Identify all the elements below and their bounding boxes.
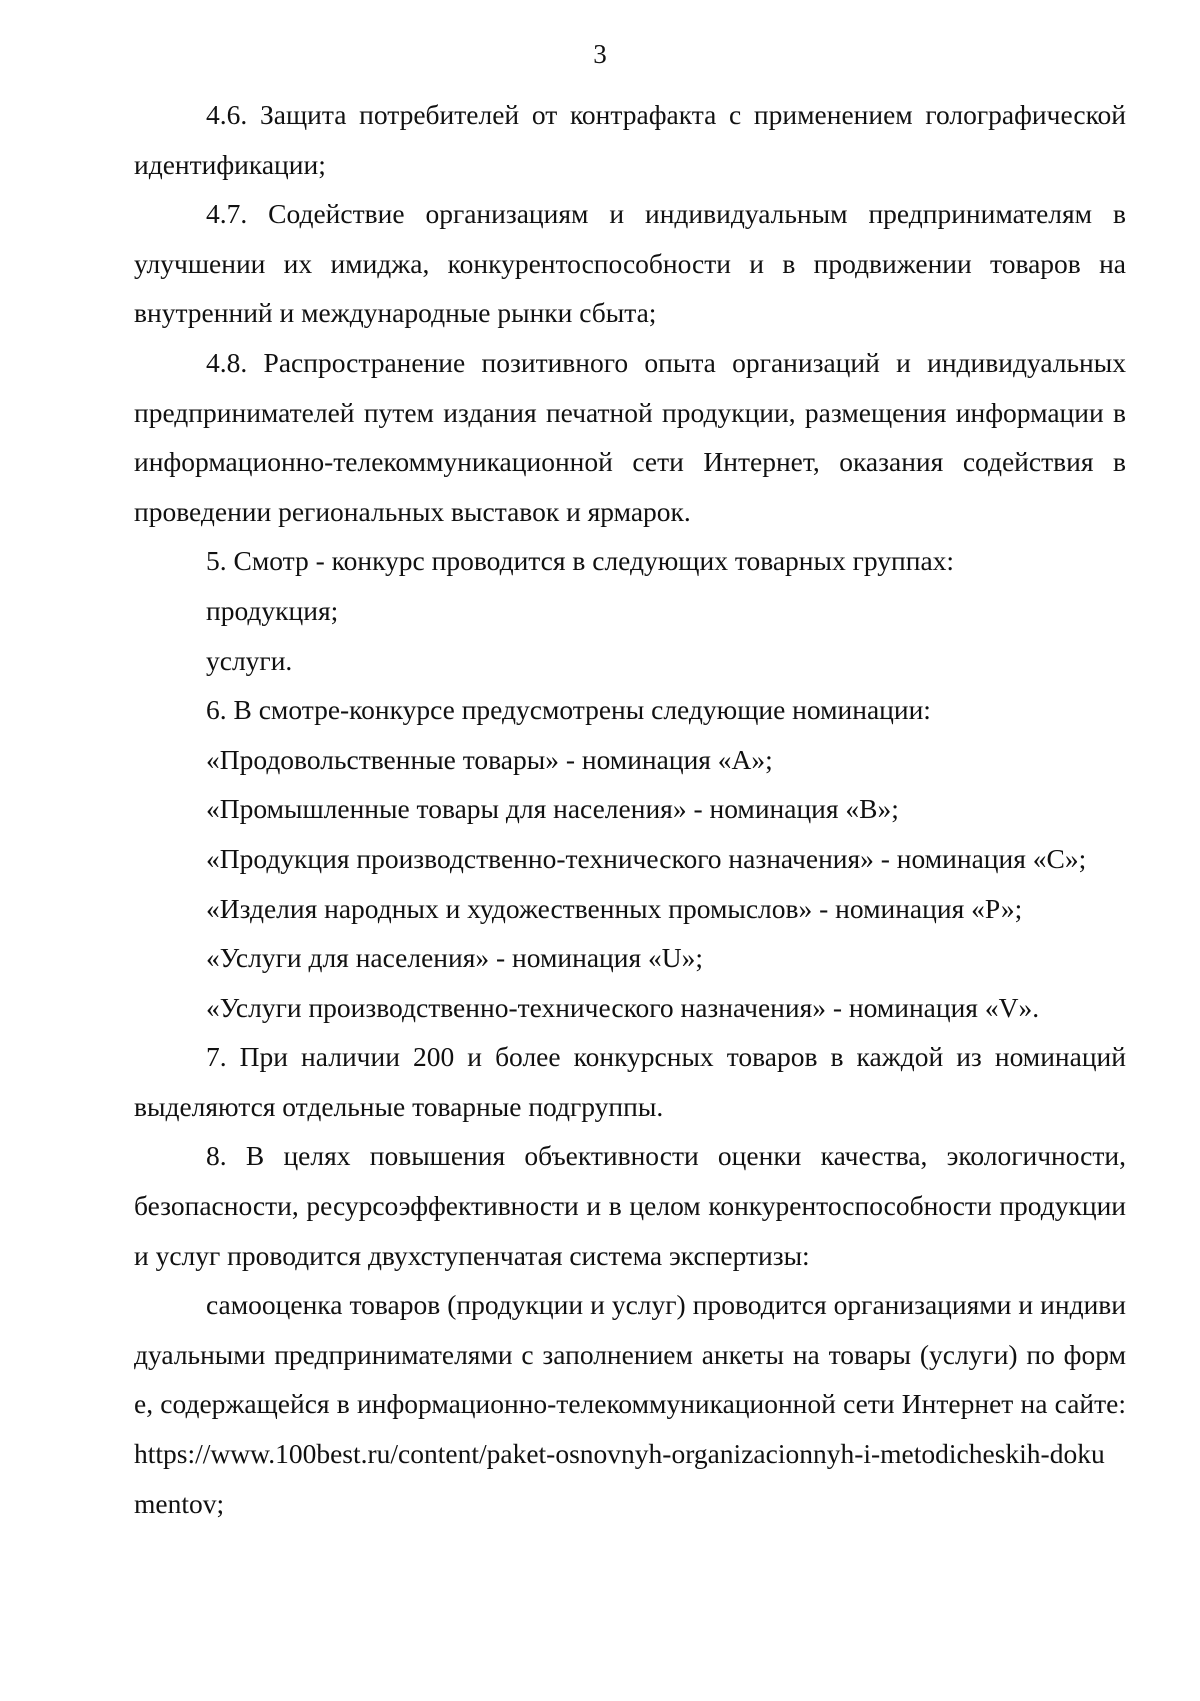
paragraph-8: 8. В целях повышения объективности оценки качества, экологичности, безопасности, ресурсоэффективности и в целом конкурентоспособности продукции и услуг проводится двухступенчатая система экспертизы: [134,1140,1126,1271]
paragraph-6: 6. В смотре-конкурсе предусмотрены следующие номинации: [206,694,931,726]
paragraph-4-8: 4.8. Распространение позитивного опыта организаций и индивидуальных предпринимателей путем издания печатной продукции, размещения информации в информационно-телекоммуникационной сети Интернет, оказания содействия в проведении региональных выставок и ярмарок. [134,346,1126,527]
paragraph-5: 5. Смотр - конкурс проводится в следующих товарных группах: [206,545,955,577]
document-body [134,90,1126,1528]
nomination-v: «Услуги производственно-технического назначения» - номинация «V». [206,991,1040,1023]
list-item-products: продукция; [206,594,339,626]
nomination-b: «Промышленные товары для населения» - номинация «В»; [206,793,899,825]
page-number: 3 [593,39,607,69]
nomination-p: «Изделия народных и художественных промыслов» - номинация «Р»; [206,892,1023,924]
paragraph-7: 7. При наличии 200 и более конкурсных товаров в каждой из номинаций выделяются отдельные товарные подгруппы. [134,1041,1126,1122]
nomination-u: «Услуги для населения» - номинация «U»; [206,942,703,974]
paragraph-4-6: 4.6. Защита потребителей от контрафакта с применением голографической идентификации; [134,99,1126,180]
nomination-c: «Продукция производственно-технического назначения» - номинация «С»; [206,842,1087,874]
paragraph-self-assessment: самооценка товаров (продукции и услуг) проводится организациями и индивидуальными предпринимателями с заполнением анкеты на товары (услуги) по форме, содержащейся в информационно-телекоммуникационной сети Интернет на сайте: https://www.100best.ru/content/paket-osnovnyh-organizacionnyh-i-metodicheskih-dokumentov; [134,1289,1126,1519]
list-item-services: услуги. [206,644,293,676]
paragraph-4-7: 4.7. Содействие организациям и индивидуальным предпринимателям в улучшении их имиджа, конкурентоспособности и в продвижении товаров на внутренний и международные рынки сбыта; [134,198,1126,329]
nomination-a: «Продовольственные товары» - номинация «А»; [206,743,773,775]
